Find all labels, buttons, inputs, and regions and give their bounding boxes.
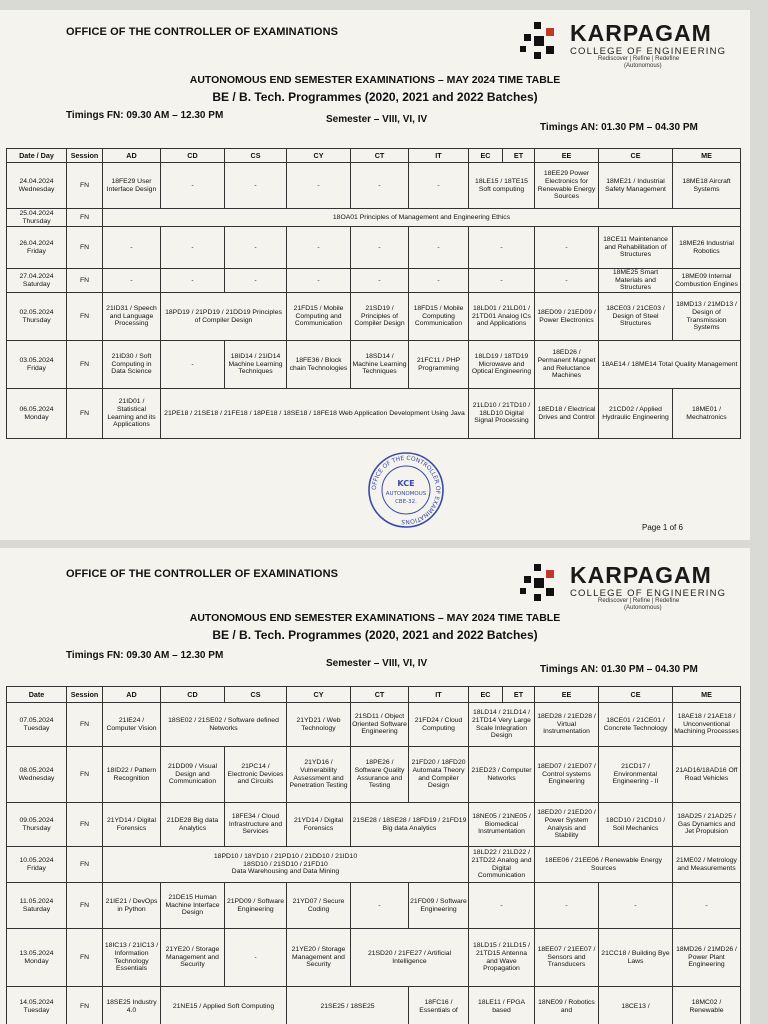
exam-cell: 18OA01 Principles of Management and Engineering Ethics [103, 209, 741, 227]
col-ce: CE [599, 687, 673, 703]
date-cell: 27.04.2024 Saturday [7, 269, 67, 293]
session-cell: FN [67, 209, 103, 227]
exam-cell: 21LD10 / 21TD10 / 18LD10 Digital Signal Processing [469, 389, 535, 439]
table-row [7, 389, 741, 439]
exam-cell: 18CE01 / 21CE01 / Concrete Technology [599, 703, 673, 747]
table-row [7, 847, 741, 883]
table-row [7, 747, 741, 803]
exam-cell: - [103, 227, 161, 269]
exam-cell: 18SD14 / Machine Learning Techniques [351, 341, 409, 389]
exam-cell: - [469, 227, 535, 269]
exam-cell: 21PE18 / 21SE18 / 21FE18 / 18PE18 / 18SE18 / 18FE18 Web Application Development Using Java [161, 389, 469, 439]
exam-cell: 21PC14 / Electronic Devices and Circuits [225, 747, 287, 803]
exam-cell: - [225, 163, 287, 209]
exam-cell: 18EE07 / 21EE07 / Sensors and Transducers [535, 929, 599, 987]
exam-cell: - [535, 269, 599, 293]
exam-cell: 21ID01 / Statistical Learning and its Applications [103, 389, 161, 439]
brand-name: KARPAGAM [570, 562, 712, 588]
karpagam-logo-icon [520, 22, 564, 62]
exam-cell: 18ED28 / 21ED28 / Virtual Instrumentation [535, 703, 599, 747]
exam-cell: 18LD19 / 18TD19 Microwave and Optical Engineering [469, 341, 535, 389]
table-row [7, 227, 741, 269]
college-name: COLLEGE OF ENGINEERING [570, 588, 727, 599]
col-it: IT [409, 687, 469, 703]
session-cell: FN [67, 227, 103, 269]
timing-an: Timings AN: 01.30 PM – 04.30 PM [540, 122, 698, 133]
timetable-page-2 [0, 548, 750, 1024]
exam-cell: - [535, 227, 599, 269]
exam-cell: - [161, 341, 225, 389]
exam-cell: - [225, 227, 287, 269]
col-et: ET [503, 149, 535, 163]
exam-cell: 18ID14 / 21ID14 Machine Learning Techniques [225, 341, 287, 389]
exam-cell: 21YE20 / Storage Management and Security [161, 929, 225, 987]
date-cell: 25.04.2024 Thursday [7, 209, 67, 227]
col-cd: CD [161, 149, 225, 163]
table-row [7, 341, 741, 389]
table-row [7, 987, 741, 1024]
exam-cell: 18ED26 / Permanent Magnet and Reluctance Machines [535, 341, 599, 389]
session-cell: FN [67, 803, 103, 847]
col-cy: CY [287, 687, 351, 703]
col-ad: AD [103, 687, 161, 703]
exam-cell: 18LD22 / 21LD22 / 21TD22 Analog and Digital Communication [469, 847, 535, 883]
exam-cell: - [225, 929, 287, 987]
page-number: Page 1 of 6 [642, 523, 683, 532]
table-header-row [7, 687, 741, 703]
session-cell: FN [67, 929, 103, 987]
exam-cell: - [161, 269, 225, 293]
table-row [7, 883, 741, 929]
date-cell: 02.05.2024 Thursday [7, 293, 67, 341]
exam-cell: 18CE03 / 21CE03 / Design of Steel Structures [599, 293, 673, 341]
col-it: IT [409, 149, 469, 163]
exam-cell: 21YD14 / Digital Forensics [287, 803, 351, 847]
exam-cell: 21ME02 / Metrology and Measurements [673, 847, 741, 883]
exam-title: AUTONOMOUS END SEMESTER EXAMINATIONS – MAY 2024 TIME TABLE [189, 612, 561, 624]
col-date: Date [7, 687, 67, 703]
office-heading: OFFICE OF THE CONTROLLER OF EXAMINATIONS [66, 26, 339, 38]
exam-cell: 18AE14 / 18ME14 Total Quality Management [599, 341, 741, 389]
exam-cell: 21SD19 / Principles of Compiler Design [351, 293, 409, 341]
autonomous-label: (Autonomous) [624, 63, 662, 69]
session-cell: FN [67, 987, 103, 1024]
exam-cell: 21SD11 / Object Oriented Software Engineering [351, 703, 409, 747]
col-ec: EC [469, 687, 503, 703]
exam-cell: 18FC16 / Essentials of [409, 987, 469, 1024]
exam-cell: 18LD01 / 21LD01 / 21TD01 Analog ICs and Applications [469, 293, 535, 341]
session-cell: FN [67, 293, 103, 341]
col-date: Date / Day [7, 149, 67, 163]
exam-cell: - [409, 163, 469, 209]
table-row [7, 803, 741, 847]
exam-cell: - [409, 269, 469, 293]
col-me: ME [673, 687, 741, 703]
exam-cell: 21FC11 / PHP Programming [409, 341, 469, 389]
exam-cell: 18MD26 / 21MD26 / Power Plant Engineering [673, 929, 741, 987]
date-cell: 09.05.2024 Thursday [7, 803, 67, 847]
col-cs: CS [225, 687, 287, 703]
exam-cell: 18ED18 / Electrical Drives and Control [535, 389, 599, 439]
exam-cell: 21CC18 / Building Bye Laws [599, 929, 673, 987]
col-cd: CD [161, 687, 225, 703]
office-heading: OFFICE OF THE CONTROLLER OF EXAMINATIONS [66, 568, 339, 580]
session-cell: FN [67, 269, 103, 293]
col-me: ME [673, 149, 741, 163]
exam-cell: 18AD25 / 21AD25 / Gas Dynamics and Jet Propulsion [673, 803, 741, 847]
exam-cell: 21DE28 Big data Analytics [161, 803, 225, 847]
svg-text:AUTONOMOUS: AUTONOMOUS [385, 491, 427, 497]
exam-cell: - [351, 883, 409, 929]
exam-title: AUTONOMOUS END SEMESTER EXAMINATIONS – MAY 2024 TIME TABLE [189, 74, 561, 86]
exam-cell: 18MC02 / Renewable [673, 987, 741, 1024]
exam-cell: 18AE18 / 21AE18 / Unconventional Machining Processes [673, 703, 741, 747]
official-seal-stamp [366, 450, 446, 530]
exam-cell: 21ID31 / Speech and Language Processing [103, 293, 161, 341]
col-ct: CT [351, 687, 409, 703]
exam-cell: 18CE13 / [599, 987, 673, 1024]
session-cell: FN [67, 847, 103, 883]
exam-cell: 21SE28 / 18SE28 / 18FD19 / 21FD19 Big data Analytics [351, 803, 469, 847]
col-ce: CE [599, 149, 673, 163]
session-cell: FN [67, 883, 103, 929]
svg-text:OFFICE OF THE CONTROLLER OF EX: OFFICE OF THE CONTROLLER OF EXAMINATIONS [370, 454, 442, 526]
exam-cell: 21IE21 / DevOps in Python [103, 883, 161, 929]
semester-label: Semester – VIII, VI, IV [326, 658, 428, 669]
exam-cell: - [351, 163, 409, 209]
exam-cell: - [225, 269, 287, 293]
exam-cell: 21YD14 / Digital Forensics [103, 803, 161, 847]
col-session: Session [67, 687, 103, 703]
svg-text:CBE-32.: CBE-32. [395, 499, 417, 505]
exam-cell: 21IE24 / Computer Vision [103, 703, 161, 747]
exam-cell: 21CD17 / Environmental Engineering - II [599, 747, 673, 803]
tagline: Rediscover | Refine | Redefine [598, 598, 680, 604]
exam-cell: 18FD15 / Mobile Computing Communication [409, 293, 469, 341]
svg-text:KCE: KCE [397, 479, 415, 488]
exam-cell: 21FD09 / Software Engineering [409, 883, 469, 929]
timetable-table-1 [6, 148, 741, 439]
exam-cell: 21PD09 / Software Engineering [225, 883, 287, 929]
date-cell: 11.05.2024 Saturday [7, 883, 67, 929]
exam-cell: 21ED23 / Computer Networks [469, 747, 535, 803]
table-row [7, 269, 741, 293]
session-cell: FN [67, 389, 103, 439]
exam-cell: 18ED20 / 21ED20 / Power System Analysis and Stability [535, 803, 599, 847]
exam-cell: 21FD24 / Cloud Computing [409, 703, 469, 747]
exam-cell: - [287, 227, 351, 269]
exam-cell: 18LD14 / 21LD14 / 21TD14 Very Large Scale Integration Design [469, 703, 535, 747]
exam-cell: - [287, 269, 351, 293]
exam-cell: 18ME09 Internal Combustion Engines [673, 269, 741, 293]
college-logo [520, 562, 740, 612]
college-name: COLLEGE OF ENGINEERING [570, 46, 727, 57]
exam-cell: - [673, 883, 741, 929]
col-et: ET [503, 687, 535, 703]
exam-cell: 21CD02 / Applied Hydraulic Engineering [599, 389, 673, 439]
table-row [7, 163, 741, 209]
col-cs: CS [225, 149, 287, 163]
session-cell: FN [67, 747, 103, 803]
exam-cell: 18ID22 / Pattern Recognition [103, 747, 161, 803]
col-ct: CT [351, 149, 409, 163]
date-cell: 13.05.2024 Monday [7, 929, 67, 987]
exam-cell: 21ID30 / Soft Computing in Data Science [103, 341, 161, 389]
exam-cell: 21YE20 / Storage Management and Security [287, 929, 351, 987]
brand-name: KARPAGAM [570, 20, 712, 46]
col-ec: EC [469, 149, 503, 163]
exam-cell: 18ME25 Smart Materials and Structures [599, 269, 673, 293]
date-cell: 10.05.2024 Friday [7, 847, 67, 883]
exam-cell: 18MD13 / 21MD13 / Design of Transmission Systems [673, 293, 741, 341]
col-ee: EE [535, 687, 599, 703]
exam-cell: 21YD21 / Web Technology [287, 703, 351, 747]
programme-title: BE / B. Tech. Programmes (2020, 2021 and 2022 Batches) [212, 90, 538, 104]
exam-cell: 18NE05 / 21NE05 / Biomedical Instrumentation [469, 803, 535, 847]
exam-cell: 18ED07 / 21ED07 / Control systems Engineering [535, 747, 599, 803]
exam-cell: 18PD19 / 21PD19 / 21DD19 Principles of Compiler Design [161, 293, 287, 341]
timing-an: Timings AN: 01.30 PM – 04.30 PM [540, 664, 698, 675]
exam-cell: 18EE29 Power Electronics for Renewable Energy Sources [535, 163, 599, 209]
session-cell: FN [67, 341, 103, 389]
col-ad: AD [103, 149, 161, 163]
tagline: Rediscover | Refine | Redefine [598, 56, 680, 62]
exam-cell: 18PD10 / 18YD10 / 21PD10 / 21DD10 / 21ID10 18SD10 / 21SD10 / 21FD10 Data Warehousing and Data Mining [103, 847, 469, 883]
table-row [7, 929, 741, 987]
session-cell: FN [67, 163, 103, 209]
timing-fn: Timings FN: 09.30 AM – 12.30 PM [66, 650, 224, 661]
timetable-table-2 [6, 686, 741, 1024]
exam-cell: 21FD15 / Mobile Computing and Communication [287, 293, 351, 341]
autonomous-label: (Autonomous) [624, 605, 662, 611]
table-row [7, 703, 741, 747]
col-ee: EE [535, 149, 599, 163]
exam-cell: 21AD16/18AD16 Off Road Vehicles [673, 747, 741, 803]
exam-cell: 18ME18 Aircraft Systems [673, 163, 741, 209]
exam-cell: 18ED09 / 21ED09 / Power Electronics [535, 293, 599, 341]
exam-cell: 21YD07 / Secure Coding [287, 883, 351, 929]
exam-cell: 18LD15 / 21LD15 / 21TD15 Antenna and Wave Propagation [469, 929, 535, 987]
table-header-row [7, 149, 741, 163]
exam-cell: 21DE15 Human Machine Interface Design [161, 883, 225, 929]
exam-cell: - [599, 883, 673, 929]
exam-cell: - [351, 269, 409, 293]
exam-cell: - [469, 269, 535, 293]
exam-cell: 18SE25 Industry 4.0 [103, 987, 161, 1024]
exam-cell: 18LE11 / FPGA based [469, 987, 535, 1024]
exam-cell: 18CD10 / 21CD10 / Soil Mechanics [599, 803, 673, 847]
date-cell: 08.05.2024 Wednesday [7, 747, 67, 803]
col-session: Session [67, 149, 103, 163]
exam-cell: 21YD16 / Vulnerability Assessment and Penetration Testing [287, 747, 351, 803]
exam-cell: 18EE06 / 21EE06 / Renewable Energy Sources [535, 847, 673, 883]
exam-cell: - [161, 227, 225, 269]
college-logo [520, 20, 740, 70]
exam-cell: 18LE15 / 18TE15 Soft computing [469, 163, 535, 209]
date-cell: 07.05.2024 Tuesday [7, 703, 67, 747]
exam-cell: - [161, 163, 225, 209]
timing-fn: Timings FN: 09.30 AM – 12.30 PM [66, 110, 224, 121]
exam-cell: 21NE15 / Applied Soft Computing [161, 987, 287, 1024]
exam-cell: 18CE11 Maintenance and Rehabilitation of Structures [599, 227, 673, 269]
karpagam-logo-icon [520, 564, 564, 604]
col-cy: CY [287, 149, 351, 163]
timetable-page-1 [0, 10, 750, 540]
exam-cell: - [103, 269, 161, 293]
exam-cell: 18FE29 User Interface Design [103, 163, 161, 209]
exam-cell: 18PE26 / Software Quality Assurance and Testing [351, 747, 409, 803]
semester-label: Semester – VIII, VI, IV [326, 114, 428, 125]
exam-cell: 21SE25 / 18SE25 [287, 987, 409, 1024]
date-cell: 03.05.2024 Friday [7, 341, 67, 389]
date-cell: 24.04.2024 Wednesday [7, 163, 67, 209]
session-cell: FN [67, 703, 103, 747]
table-row [7, 209, 741, 227]
exam-cell: 18IC13 / 21IC13 / Information Technology Essentials [103, 929, 161, 987]
exam-cell: 18ME21 / Industrial Safety Management [599, 163, 673, 209]
date-cell: 26.04.2024 Friday [7, 227, 67, 269]
exam-cell: - [469, 883, 535, 929]
exam-cell: - [535, 883, 599, 929]
exam-cell: 21FD20 / 18FD20 Automata Theory and Compiler Design [409, 747, 469, 803]
exam-cell: 18ME26 Industrial Robotics [673, 227, 741, 269]
exam-cell: 18NE09 / Robotics and [535, 987, 599, 1024]
date-cell: 14.05.2024 Tuesday [7, 987, 67, 1024]
exam-cell: 18FE36 / Block chain Technologies [287, 341, 351, 389]
exam-cell: 18SE02 / 21SE02 / Software defined Networks [161, 703, 287, 747]
exam-cell: 18ME01 / Mechatronics [673, 389, 741, 439]
exam-cell: 21DD09 / Visual Design and Communication [161, 747, 225, 803]
exam-cell: - [409, 227, 469, 269]
programme-title: BE / B. Tech. Programmes (2020, 2021 and 2022 Batches) [212, 628, 538, 642]
exam-cell: 18FE34 / Cloud Infrastructure and Services [225, 803, 287, 847]
exam-cell: 21SD20 / 21FE27 / Artificial Intelligence [351, 929, 469, 987]
exam-cell: - [287, 163, 351, 209]
table-row [7, 293, 741, 341]
date-cell: 06.05.2024 Monday [7, 389, 67, 439]
exam-cell: - [351, 227, 409, 269]
